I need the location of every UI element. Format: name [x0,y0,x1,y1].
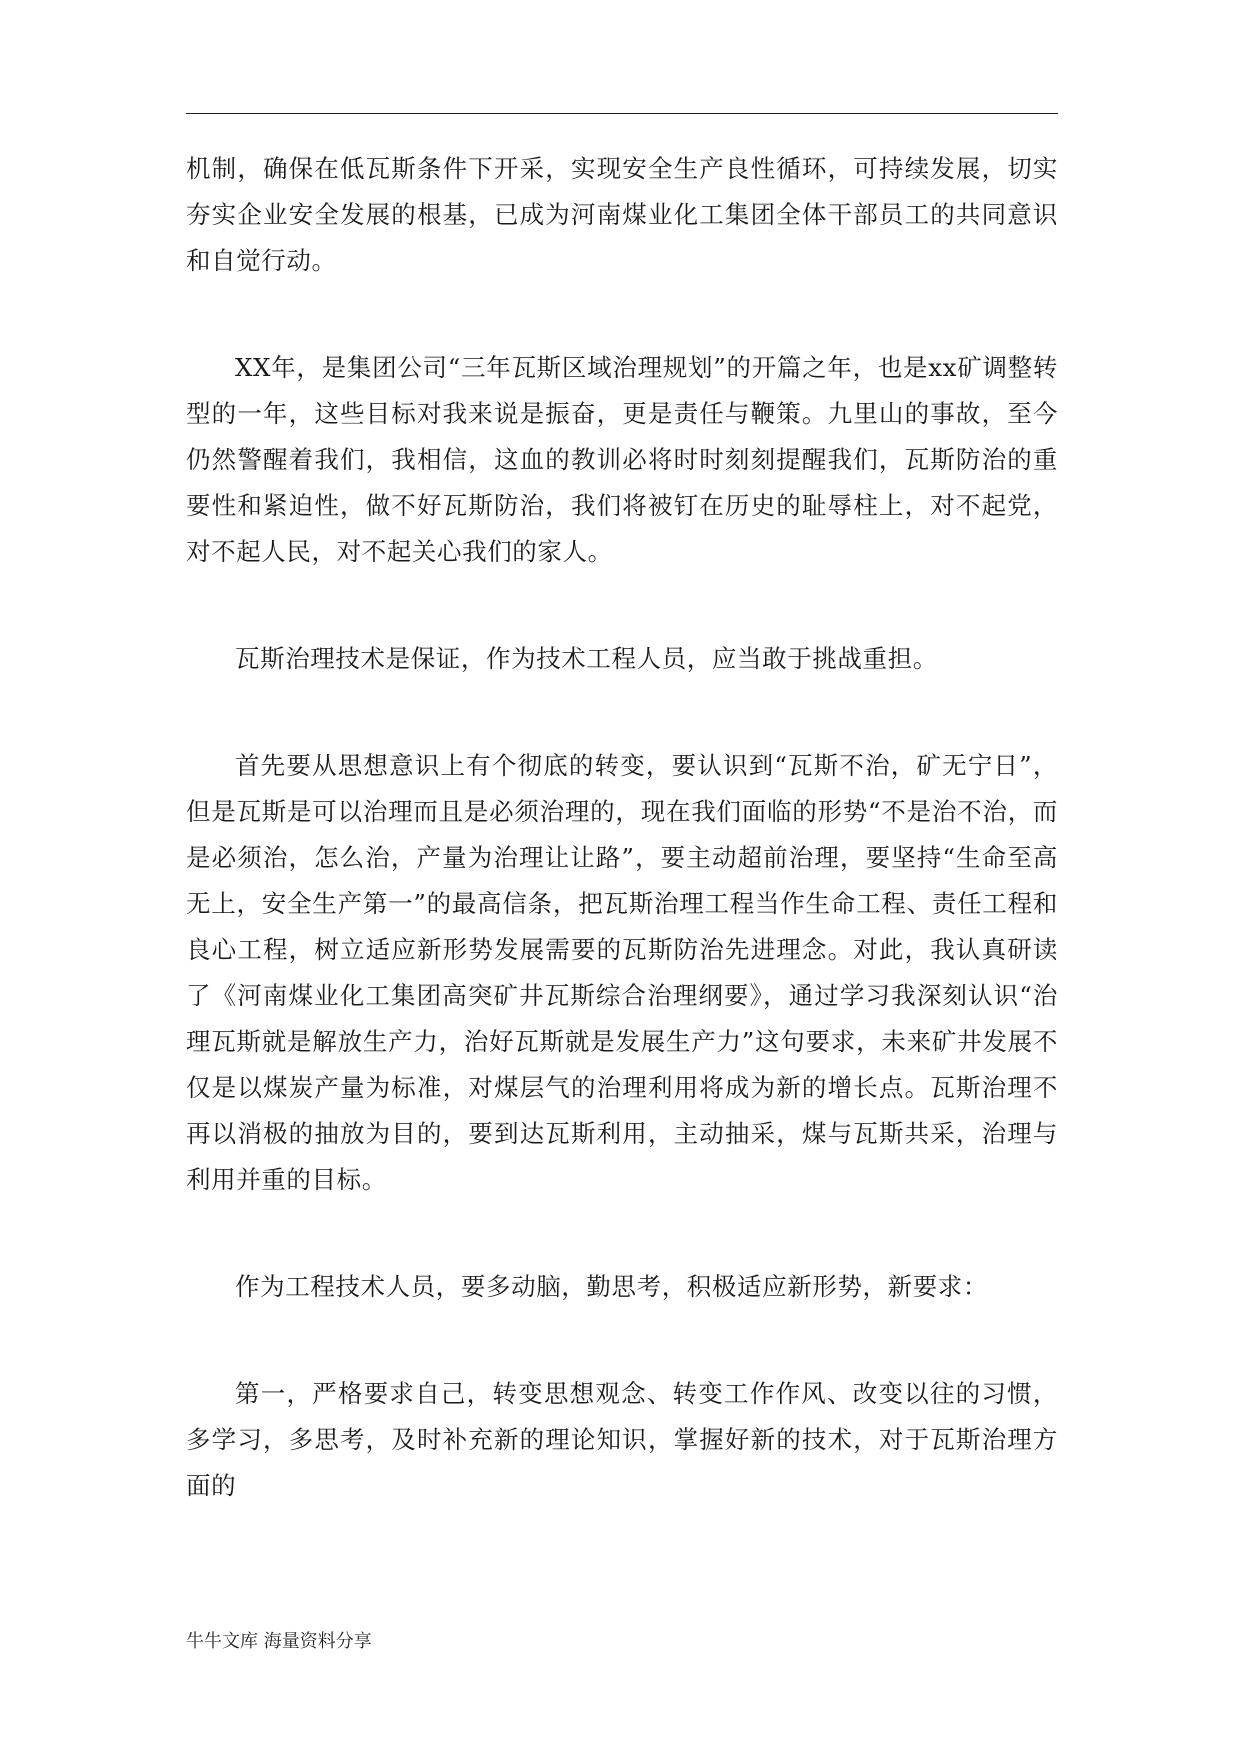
paragraph: XX年，是集团公司“三年瓦斯区域治理规划”的开篇之年，也是xx矿调整转型的一年，这些目标对我来说是振奋，更是责任与鞭策。九里山的事故，至今仍然警醒着我们，我相信，这血的教训必将时时刻刻提醒我们，瓦斯防治的重要性和紧迫性，做不好瓦斯防治，我们将被钉在历史的耻辱柱上，对不起党，对不起人民，对不起关心我们的家人。 [186,353,1058,566]
paragraph: 第一，严格要求自己，转变思想观念、转变工作作风、改变以往的习惯，多学习，多思考，及时补充新的理论知识，掌握好新的技术，对于瓦斯治理方面的 [186,1379,1058,1500]
page-footer: 牛牛文库 海量资料分享 [186,1631,372,1652]
paragraph: 作为工程技术人员，要多动脑，勤思考，积极适应新形势，新要求： [235,1272,988,1301]
paragraph: 首先要从思想意识上有个彻底的转变，要认识到“瓦斯不治，矿无宁日”，但是瓦斯是可以治理而且是必须治理的，现在我们面临的形势“不是治不治，而是必须治，怎么治，产量为治理让让路”，要主动超前治理，要坚持“生命至高无上，安全生产第一”的最高信条，把瓦斯治理工程当作生命工程、责任工程和良心工程，树立适应新形势发展需要的瓦斯防治先进理念。对此，我认真研读了《河南煤业化工集团高突矿井瓦斯综合治理纲要》，通过学习我深刻认识“治理瓦斯就是解放生产力，治好瓦斯就是发展生产力”这句要求，未来矿井发展不仅是以煤炭产量为标准，对煤层气的治理利用将成为新的增长点。瓦斯治理不再以消极的抽放为目的，要到达瓦斯利用，主动抽采，煤与瓦斯共采，治理与利用并重的目标。 [186,751,1058,1194]
header-rule [186,113,1058,114]
paragraph: 瓦斯治理技术是保证，作为技术工程人员，应当敢于挑战重担。 [235,644,938,673]
paragraph: 机制，确保在低瓦斯条件下开采，实现安全生产良性循环，可持续发展，切实夯实企业安全发展的根基，已成为河南煤业化工集团全体干部员工的共同意识和自觉行动。 [186,154,1058,275]
document-body [186,146,1058,1570]
